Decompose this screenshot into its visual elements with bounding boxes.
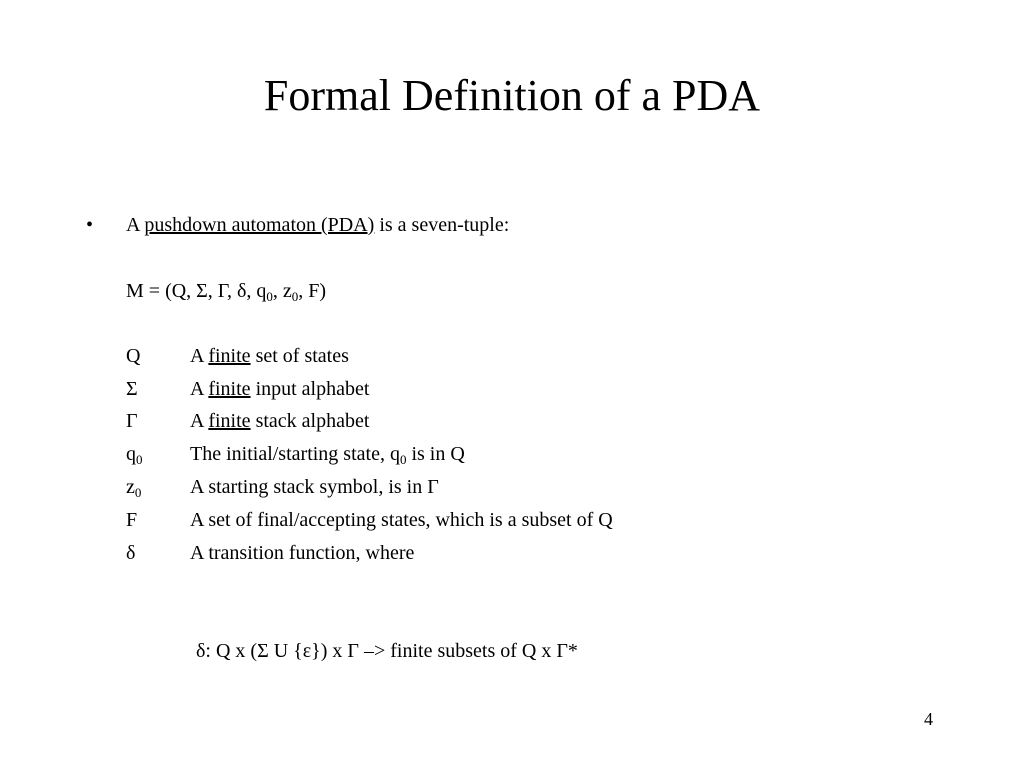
definition-prefix: A <box>190 410 209 432</box>
tuple-head: M = (Q, Σ, Γ, δ, q <box>126 280 267 302</box>
definition-row-q0 <box>126 440 465 468</box>
definition-prefix: A <box>190 345 209 367</box>
bullet-term: pushdown automaton (PDA) <box>144 214 375 236</box>
symbol-subscript: 0 <box>134 485 142 500</box>
bullet-dot: • <box>86 214 94 236</box>
definition-symbol: Σ <box>126 378 138 400</box>
definition-row-q <box>126 342 349 370</box>
slide-title: Formal Definition of a PDA <box>263 71 761 120</box>
definition-suffix: set of states <box>250 345 349 367</box>
definition-text: A set of final/accepting states, which is a subset of Q <box>190 509 613 531</box>
symbol-letter: z <box>126 476 135 498</box>
definition-symbol: F <box>126 509 138 531</box>
definition-text-subscript: 0 <box>399 452 407 467</box>
tuple-definition <box>126 277 326 305</box>
definition-text: The initial/starting state, q <box>190 443 400 465</box>
symbol-subscript: 0 <box>136 452 143 467</box>
definition-suffix: stack alphabet <box>250 410 370 432</box>
definition-text: A transition function, where <box>190 542 415 564</box>
definition-text: A starting stack symbol, is in Γ <box>190 476 439 498</box>
tuple-tail: , F) <box>298 280 327 302</box>
tuple-mid: , z <box>272 280 292 302</box>
transition-function-formula: δ: Q x (Σ U {ε}) x Γ –> finite subsets of Q x Γ* <box>196 640 578 662</box>
definition-underlined: finite <box>208 345 251 367</box>
definition-symbol <box>126 440 190 468</box>
definition-prefix: A <box>190 378 209 400</box>
symbol-letter: q <box>126 443 136 465</box>
definition-text-tail: is in Q <box>406 443 465 465</box>
tuple-sub-z: 0 <box>291 289 299 304</box>
definition-row-z0 <box>126 473 439 501</box>
bullet-suffix: is a seven-tuple: <box>374 214 510 236</box>
definition-symbol: Q <box>126 345 141 367</box>
tuple-sub-q: 0 <box>266 289 273 304</box>
bullet-prefix: A <box>126 214 145 236</box>
definition-underlined: finite <box>208 410 251 432</box>
definition-row-delta <box>126 539 414 567</box>
definition-symbol <box>126 473 190 501</box>
definition-symbol: Γ <box>126 410 138 432</box>
page-number: 4 <box>924 709 933 729</box>
definition-row-gamma <box>126 407 369 435</box>
definition-row-f <box>126 506 613 534</box>
definition-row-sigma <box>126 375 369 403</box>
definition-suffix: input alphabet <box>250 378 370 400</box>
definition-symbol: δ <box>126 542 136 564</box>
definition-underlined: finite <box>208 378 251 400</box>
bullet-item <box>86 211 509 239</box>
